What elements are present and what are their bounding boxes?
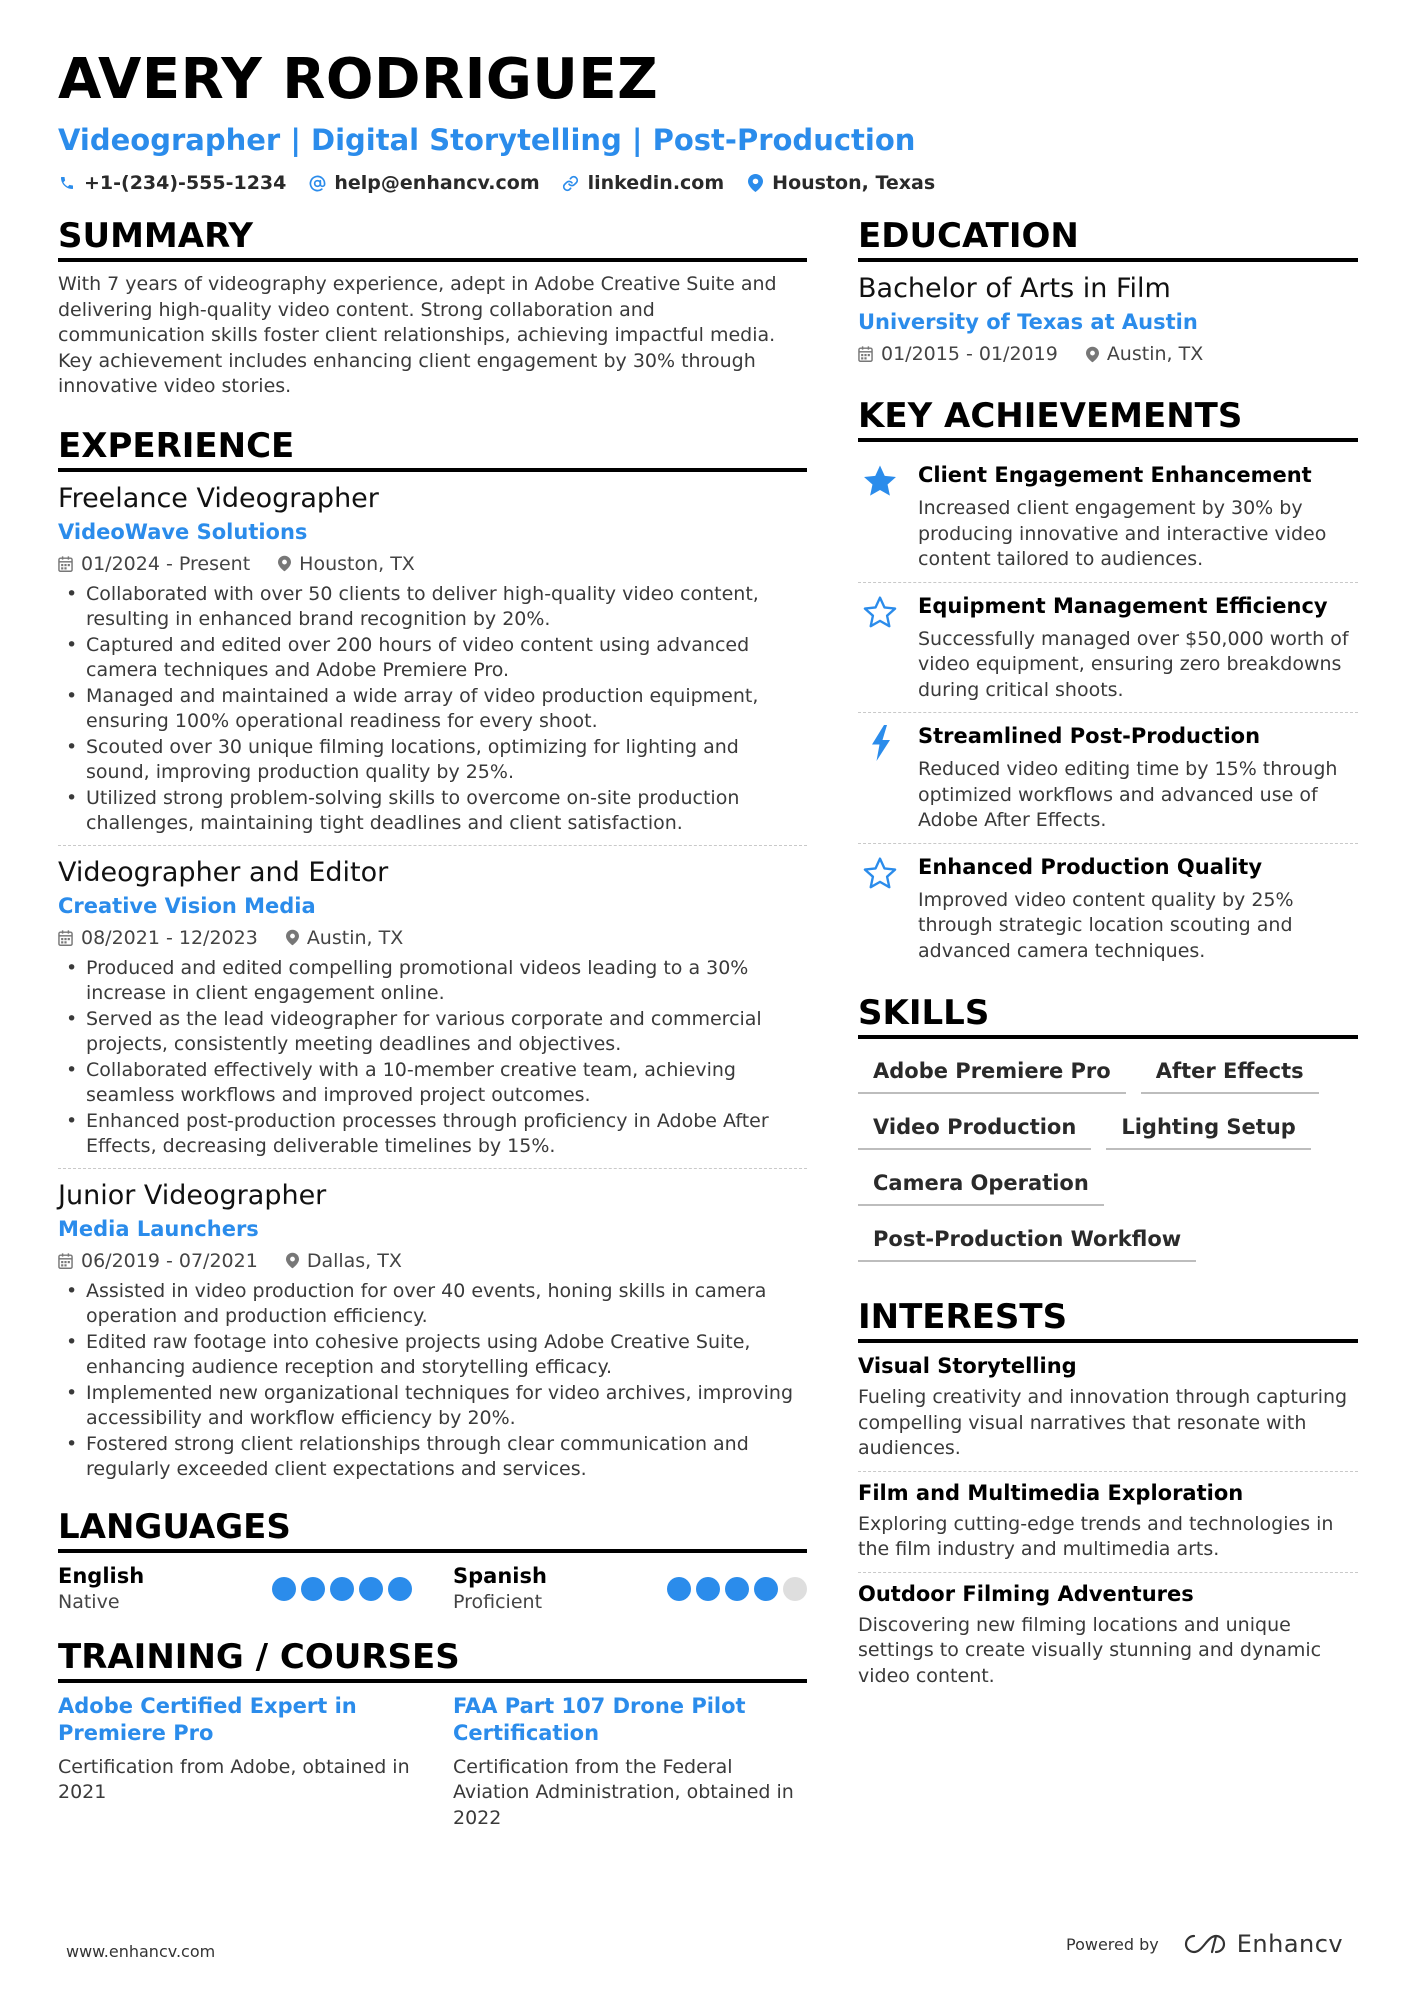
interest-description: Discovering new filming locations and unique settings to create visually stunning and dynamic video content.: [858, 1613, 1322, 1687]
school-name[interactable]: University of Texas at Austin: [858, 310, 1198, 334]
contact-phone[interactable]: [58, 172, 286, 194]
job-title: Freelance Videographer: [58, 482, 379, 514]
language-name: English: [58, 1563, 145, 1588]
education-dates: [858, 342, 1058, 366]
footer-branding: [1066, 1930, 1343, 1958]
language-level: Proficient: [453, 1590, 543, 1613]
interest-title: Outdoor Filming Adventures: [858, 1581, 1194, 1606]
skill-tag: After Effects: [1141, 1049, 1319, 1094]
course-title: FAA Part 107 Drone Pilot Certification: [453, 1693, 746, 1745]
rating-dot-empty: [783, 1577, 807, 1601]
job-title: Videographer and Editor: [58, 856, 389, 888]
job-dates: [58, 552, 250, 576]
job-dates-text: 08/2021 - 12/2023: [81, 926, 258, 949]
achievement-title: Client Engagement Enhancement: [918, 463, 1312, 487]
star-filled-icon: [858, 462, 918, 573]
rating-dot-filled: [725, 1577, 749, 1601]
interest-item: [858, 1572, 1358, 1699]
bullet-item: • Fostered strong client relationships through clear communication and regularly exceeded client expectations and services.: [58, 1432, 807, 1483]
rating-dot-filled: [388, 1577, 412, 1601]
job-dates-text: 01/2024 - Present: [81, 552, 251, 575]
achievement-item: [858, 582, 1358, 713]
contact-email[interactable]: [308, 172, 539, 194]
brand-name: Enhancv: [1236, 1930, 1344, 1958]
course-description: Certification from the Federal Aviation Administration, obtained in 2022: [453, 1755, 794, 1829]
skill-tag: Video Production: [858, 1105, 1091, 1150]
right-column: [858, 216, 1358, 1698]
job-dates-text: 06/2019 - 07/2021: [81, 1249, 258, 1272]
bullet-item: • Utilized strong problem-solving skills to overcome on-site production challenges, maintaining tight deadlines and client satisfaction.: [58, 786, 807, 837]
rating-dot-filled: [696, 1577, 720, 1601]
achievement-description: Reduced video editing time by 15% through optimized workflows and advanced use of Adobe After Effects.: [918, 758, 1338, 831]
map-pin-icon: [286, 1252, 299, 1269]
interest-item: [858, 1471, 1358, 1572]
education-location: [1086, 342, 1203, 366]
skills-section: [858, 993, 1358, 1273]
education-section: [858, 216, 1358, 366]
contact-location: [746, 172, 935, 194]
skill-tag: Adobe Premiere Pro: [858, 1049, 1126, 1094]
interests-heading: INTERESTS: [858, 1297, 1358, 1343]
company-name[interactable]: Media Launchers: [58, 1216, 259, 1241]
job-bullets: [58, 1279, 807, 1483]
language-item: [58, 1563, 412, 1615]
experience-heading: EXPERIENCE: [58, 426, 807, 472]
rating-dot-filled: [359, 1577, 383, 1601]
summary-section: [58, 216, 807, 400]
candidate-title: Videographer | Digital Storytelling | Post-Production: [58, 123, 916, 157]
enhancv-logo[interactable]: [1183, 1930, 1343, 1958]
skill-tag: Lighting Setup: [1106, 1105, 1310, 1150]
map-pin-icon: [286, 929, 299, 946]
education-dates-text: 01/2015 - 01/2019: [881, 343, 1058, 365]
skill-tag: Post-Production Workflow: [858, 1217, 1196, 1262]
interest-title: Visual Storytelling: [858, 1354, 1077, 1378]
achievement-title: Streamlined Post-Production: [918, 724, 1261, 748]
interest-description: Fueling creativity and innovation through capturing compelling visual narratives that resonate with audiences.: [858, 1386, 1348, 1459]
calendar-icon: [58, 556, 73, 572]
job-bullets: [58, 956, 807, 1160]
job-location-text: Dallas, TX: [306, 1249, 402, 1272]
link-icon: [562, 174, 580, 192]
bullet-item: • Collaborated with over 50 clients to deliver high-quality video content, resulting in enhanced brand recognition by 20%.: [58, 582, 807, 633]
interests-section: [858, 1297, 1358, 1698]
bullet-item: • Produced and edited compelling promotional videos leading to a 30% increase in client engagement online.: [58, 956, 807, 1007]
summary-text: With 7 years of videography experience, adept in Adobe Creative Suite and delivering high-quality video content. Strong collaboration and communication skills foster client relationships, achieving impactful media. Key achievement includes enhancing client engagement by 30% through innovative video stories.: [58, 273, 777, 397]
company-name[interactable]: VideoWave Solutions: [58, 519, 308, 544]
achievement-description: Successfully managed over $50,000 worth of video equipment, ensuring zero breakdowns during critical shoots.: [918, 627, 1349, 701]
company-name[interactable]: Creative Vision Media: [58, 893, 316, 918]
calendar-icon: [58, 1253, 73, 1269]
interest-item: [858, 1345, 1358, 1471]
language-item: [453, 1563, 807, 1615]
course-item: [453, 1693, 807, 1832]
job-entry: [58, 845, 807, 1168]
rating-dot-filled: [272, 1577, 296, 1601]
education-heading: EDUCATION: [858, 216, 1358, 262]
footer-website[interactable]: www.enhancv.com: [66, 1942, 216, 1961]
map-pin-icon: [1086, 346, 1099, 363]
achievement-title: Enhanced Production Quality: [918, 854, 1263, 879]
map-pin-icon: [746, 174, 764, 192]
candidate-name: AVERY RODRIGUEZ: [58, 47, 659, 112]
skills-heading: SKILLS: [858, 993, 1358, 1039]
achievements-section: [858, 396, 1358, 973]
job-entry: [58, 482, 807, 845]
achievement-item: [858, 712, 1358, 843]
email-text: help@enhancv.com: [334, 172, 540, 194]
bullet-item: • Scouted over 30 unique filming locations, optimizing for lighting and sound, improving production quality by 25%.: [58, 735, 807, 786]
training-section: [58, 1637, 807, 1832]
location-text: Houston, Texas: [772, 172, 936, 194]
languages-heading: LANGUAGES: [58, 1507, 807, 1553]
bullet-item: • Implemented new organizational techniques for video archives, improving accessibility and workflow efficiency by 20%.: [58, 1381, 807, 1432]
powered-by-text: Powered by: [1066, 1934, 1159, 1954]
bullet-item: • Captured and edited over 200 hours of video content using advanced camera techniques and Adobe Premiere Pro.: [58, 633, 807, 684]
language-rating: [662, 1577, 807, 1601]
achievement-item: [858, 452, 1358, 582]
language-level: Native: [58, 1590, 120, 1613]
skills-list: [858, 1049, 1358, 1273]
rating-dot-filled: [330, 1577, 354, 1601]
achievements-heading: KEY ACHIEVEMENTS: [858, 396, 1358, 442]
contact-info: [58, 172, 1358, 194]
achievement-item: [858, 843, 1358, 974]
summary-heading: SUMMARY: [58, 216, 807, 262]
job-dates: [58, 926, 258, 950]
interest-title: Film and Multimedia Exploration: [858, 1480, 1244, 1505]
resume-header: [58, 44, 1358, 194]
course-item: [58, 1693, 412, 1832]
calendar-icon: [858, 346, 873, 362]
courses-list: [58, 1693, 807, 1832]
enhancv-logo-icon: [1183, 1933, 1227, 1955]
course-description: Certification from Adobe, obtained in 2021: [58, 1755, 410, 1803]
rating-dot-filled: [754, 1577, 778, 1601]
calendar-icon: [58, 930, 73, 946]
rating-dot-filled: [667, 1577, 691, 1601]
course-title: Adobe Certified Expert in Premiere Pro: [58, 1693, 357, 1745]
job-location: [286, 1249, 402, 1273]
bullet-item: • Managed and maintained a wide array of video production equipment, ensuring 100% operational readiness for every shoot.: [58, 684, 807, 735]
job-location-text: Houston, TX: [299, 552, 415, 575]
job-title: Junior Videographer: [58, 1179, 327, 1211]
job-dates: [58, 1249, 258, 1273]
job-meta: [58, 1249, 807, 1273]
achievement-description: Increased client engagement by 30% by producing innovative and interactive video content tailored to audiences.: [918, 497, 1327, 570]
degree: Bachelor of Arts in Film: [858, 273, 1171, 304]
contact-linkedin[interactable]: [562, 172, 725, 194]
experience-section: [58, 426, 807, 1491]
bullet-item: • Edited raw footage into cohesive projects using Adobe Creative Suite, enhancing audience reception and storytelling efficacy.: [58, 1330, 807, 1381]
language-name: Spanish: [453, 1563, 547, 1588]
lightning-bolt-icon: [858, 723, 918, 834]
rating-dot-filled: [301, 1577, 325, 1601]
education-meta: [858, 342, 1358, 366]
language-rating: [267, 1577, 412, 1601]
job-meta: [58, 552, 807, 576]
job-meta: [58, 926, 807, 950]
languages-list: [58, 1563, 807, 1615]
bullet-item: • Collaborated effectively with a 10-member creative team, achieving seamless workflows and improved project outcomes.: [58, 1058, 807, 1109]
interest-description: Exploring cutting-edge trends and technologies in the film industry and multimedia arts.: [858, 1512, 1334, 1560]
education-location-text: Austin, TX: [1106, 343, 1204, 365]
bullet-item: • Enhanced post-production processes through proficiency in Adobe After Effects, decreasing deliverable timelines by 15%.: [58, 1109, 807, 1160]
linkedin-text: linkedin.com: [587, 172, 725, 194]
job-location: [286, 926, 403, 950]
at-sign-icon: [308, 174, 326, 192]
bullet-item: • Assisted in video production for over 40 events, honing skills in camera operation and production efficiency.: [58, 1279, 807, 1330]
languages-section: [58, 1507, 807, 1615]
phone-text: +1-(234)-555-1234: [84, 172, 287, 194]
star-outline-icon: [858, 854, 918, 965]
skill-tag: Camera Operation: [858, 1161, 1104, 1206]
left-column: [58, 216, 807, 1831]
job-location: [278, 552, 415, 576]
achievement-title: Equipment Management Efficiency: [918, 593, 1328, 618]
phone-icon: [58, 174, 76, 192]
map-pin-icon: [278, 555, 291, 572]
job-location-text: Austin, TX: [306, 926, 404, 949]
job-bullets: [58, 582, 807, 837]
job-entry: [58, 1168, 807, 1491]
achievement-description: Improved video content quality by 25% through strategic location scouting and advanced camera techniques.: [918, 888, 1294, 962]
bullet-item: • Served as the lead videographer for various corporate and commercial projects, consistently meeting deadlines and objectives.: [58, 1007, 807, 1058]
training-heading: TRAINING / COURSES: [58, 1637, 807, 1683]
star-outline-icon: [858, 593, 918, 704]
